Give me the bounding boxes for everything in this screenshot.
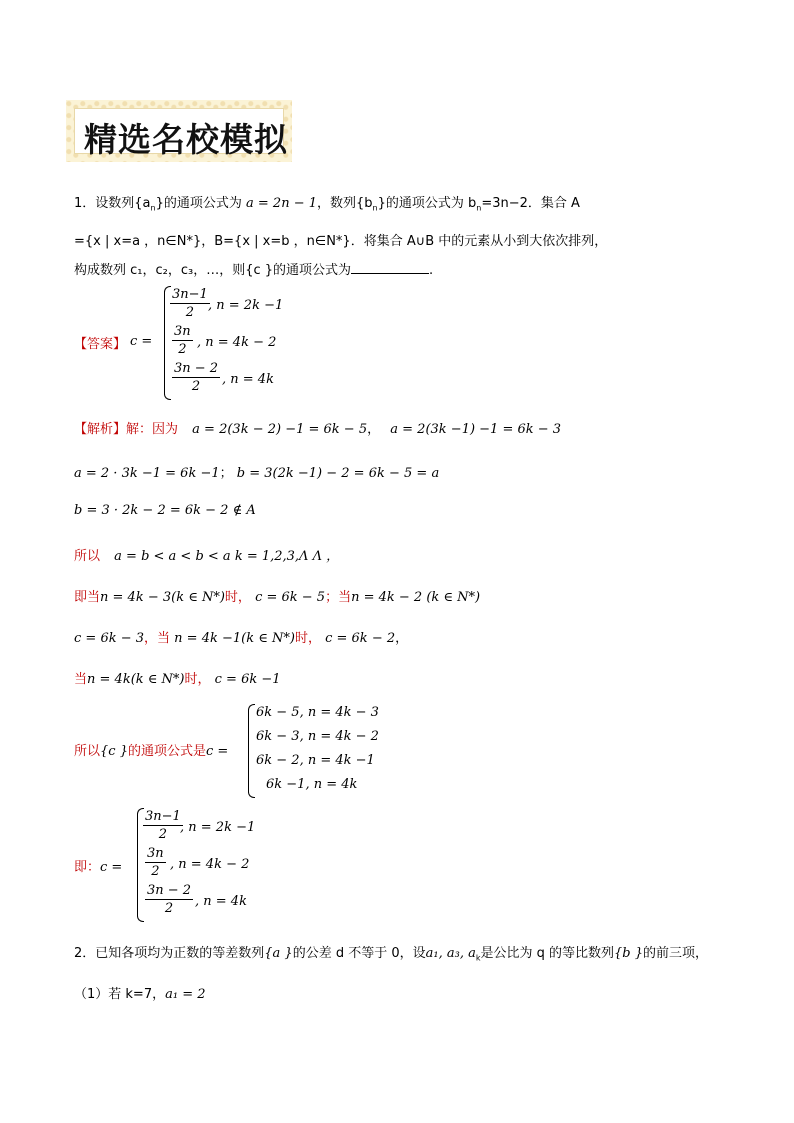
- cases9-case-3-frac: 3n − 2 2: [147, 883, 192, 916]
- section-banner: [66, 100, 292, 162]
- cases8-row-3: 6k − 2, n = 4k −1: [256, 753, 375, 768]
- analysis-line2: a = 2 · 3k −1 = 6k −1； b = 3(2k −1) − 2 = 6k − 5 = a: [74, 466, 440, 481]
- q2-line1: 2．已知各项均为正数的等差数列{a }的公差 d 不等于 0，设a₁, a₃, $a_k$是公比为 q 的等比数列{b }的前三项，: [74, 946, 709, 963]
- q1-line1: 1．设数列$\{a_n\}$的通项公式为 a = 2n − 1，数列$\{b_n\}$的通项公式为 $b_n=3n-2$．集合 A: [74, 196, 580, 213]
- analysis-line8: 所以{c }的通项公式是c =: [74, 744, 229, 759]
- analysis-line6: c = 6k − 3，当 n = 4k −1(k ∈ N*)时， c = 6k − 2，: [74, 631, 409, 646]
- analysis-line1: 【解析】解：因为 a = 2(3k − 2) −1 = 6k − 5， a = 2(3k −1) −1 = 6k − 3: [74, 422, 562, 437]
- cases8-row-4: 6k −1, n = 4k: [266, 777, 358, 792]
- answer-blank: [351, 261, 429, 274]
- q1-line2: ={x | x=a ，n∈N*}，B={x | x=b ，n∈N*}．将集合 A∪B 中的元素从小到大依次排列，: [74, 234, 608, 249]
- cases8-row-2: 6k − 3, n = 4k − 2: [256, 729, 379, 744]
- analysis-line7: 当n = 4k(k ∈ N*)时， c = 6k −1: [74, 672, 281, 687]
- q1-line3: 构成数列 c₁，c₂，c₃，…，则{c }的通项公式为 .: [74, 263, 434, 278]
- answer-case-2-frac: 3n 2: [174, 324, 191, 357]
- q1-an-formula: a = 2n − 1: [246, 196, 317, 211]
- answer-case-2-cond: , n = 4k − 2: [197, 335, 277, 350]
- analysis-line9: 即：c =: [74, 860, 123, 875]
- q2-sub1: （1）若 k=7，a₁ = 2: [74, 987, 206, 1002]
- answer-case-1-frac: 3n−1 2: [172, 287, 208, 320]
- analysis-line3: b = 3 · 2k − 2 = 6k − 2 ∉ A: [74, 503, 256, 518]
- answer-label: 【答案】: [74, 337, 127, 352]
- cases9-case-1-cond: , n = 2k −1: [180, 820, 256, 835]
- cases8-brace: [248, 704, 255, 798]
- cases9-case-2-frac: 3n 2: [147, 846, 164, 879]
- answer-case-3-frac: 3n − 2 2: [174, 361, 219, 394]
- answer-case-1-cond: , n = 2k −1: [208, 298, 284, 313]
- analysis-line5: 即当n = 4k − 3(k ∈ N*)时， c = 6k − 5；当n = 4k − 2 (k ∈ N*): [74, 590, 481, 605]
- cases9-case-3-cond: , n = 4k: [195, 894, 247, 909]
- answer-lhs: c =: [130, 334, 153, 349]
- cases8-row-1: 6k − 5, n = 4k − 3: [256, 705, 379, 720]
- cases9-case-2-cond: , n = 4k − 2: [170, 857, 250, 872]
- answer-case-3-cond: , n = 4k: [222, 372, 274, 387]
- cases9-case-1-frac: 3n−1 2: [145, 809, 181, 842]
- banner-title: 精选名校模拟: [84, 120, 288, 159]
- analysis-line4: 所以 a = b < a < b < a k = 1,2,3,Λ Λ ，: [74, 549, 340, 564]
